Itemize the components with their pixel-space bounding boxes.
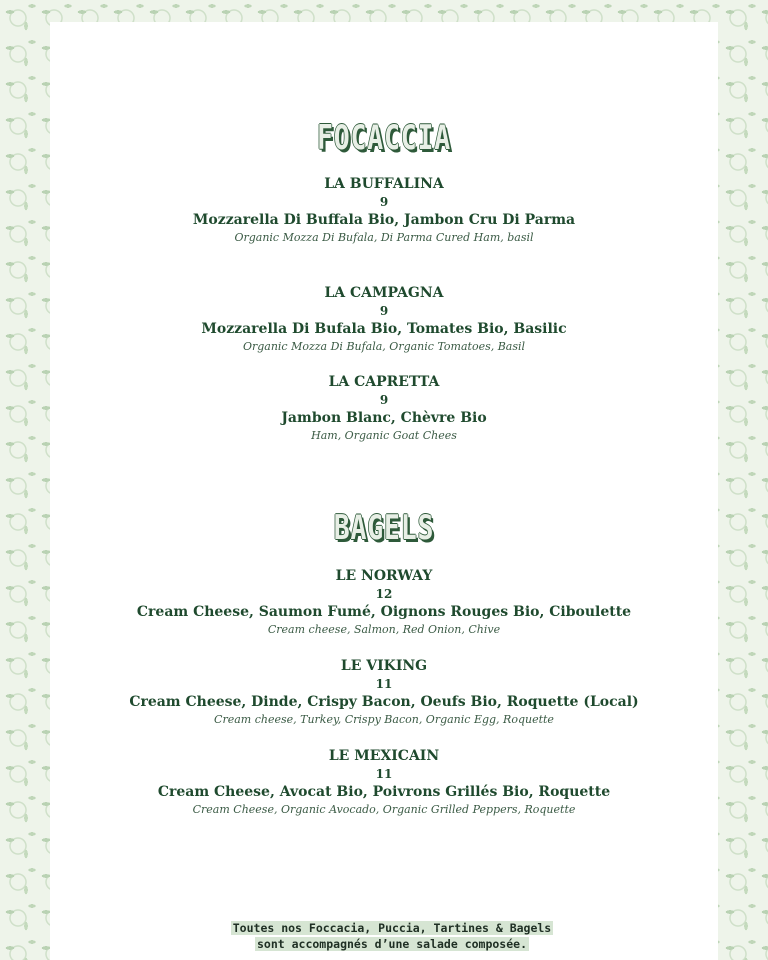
item-price: 9 — [379, 304, 389, 318]
menu-item-la-buffalina — [50, 175, 718, 247]
section-title-focaccia: FOCACCIA — [317, 118, 451, 158]
item-name: LA BUFFALINA — [324, 176, 444, 192]
item-ingredients-fr: Mozzarella Di Bufala Bio, Tomates Bio, Basilic — [201, 321, 567, 337]
item-price: 11 — [375, 677, 393, 691]
item-ingredients-en: Cream cheese, Salmon, Red Onion, Chive — [267, 623, 501, 636]
menu-item-le-norway — [50, 567, 718, 639]
footer-line-2: sont accompagnés d’une salade composée. — [256, 937, 528, 951]
item-ingredients-en: Ham, Organic Goat Chees — [311, 429, 457, 442]
item-ingredients-en: Organic Mozza Di Bufala, Organic Tomatoes, Basil — [242, 340, 526, 353]
item-price: 11 — [375, 767, 393, 781]
item-name: LE NORWAY — [335, 568, 433, 584]
item-ingredients-fr: Mozzarella Di Buffala Bio, Jambon Cru Di Parma — [192, 212, 576, 228]
item-ingredients-fr: Jambon Blanc, Chèvre Bio — [281, 410, 487, 426]
item-price: 12 — [375, 587, 393, 601]
item-name: LA CAMPAGNA — [324, 285, 444, 301]
menu-item-le-viking — [50, 657, 718, 729]
menu-item-le-mexicain — [50, 747, 718, 819]
menu-panel — [50, 22, 718, 960]
item-name: LA CAPRETTA — [328, 374, 440, 390]
footer-note — [190, 920, 594, 952]
item-ingredients-en: Organic Mozza Di Bufala, Di Parma Cured Ham, basil — [234, 231, 534, 244]
section-title-bagels: BAGELS — [333, 508, 435, 548]
menu-item-la-campagna — [50, 284, 718, 356]
item-ingredients-fr: Cream Cheese, Saumon Fumé, Oignons Rouges Bio, Ciboulette — [136, 604, 632, 620]
item-ingredients-en: Cream Cheese, Organic Avocado, Organic Grilled Peppers, Roquette — [192, 803, 576, 816]
item-name: LE MEXICAIN — [328, 748, 440, 764]
item-price: 9 — [379, 195, 389, 209]
item-name: LE VIKING — [340, 658, 428, 674]
item-price: 9 — [379, 393, 389, 407]
item-ingredients-fr: Cream Cheese, Avocat Bio, Poivrons Grillés Bio, Roquette — [157, 784, 611, 800]
item-ingredients-en: Cream cheese, Turkey, Crispy Bacon, Organic Egg, Roquette — [214, 713, 554, 726]
menu-item-la-capretta — [50, 373, 718, 445]
item-ingredients-fr: Cream Cheese, Dinde, Crispy Bacon, Oeufs Bio, Roquette (Local) — [129, 694, 639, 710]
footer-line-1: Toutes nos Foccacia, Puccia, Tartines & Bagels — [232, 921, 552, 935]
